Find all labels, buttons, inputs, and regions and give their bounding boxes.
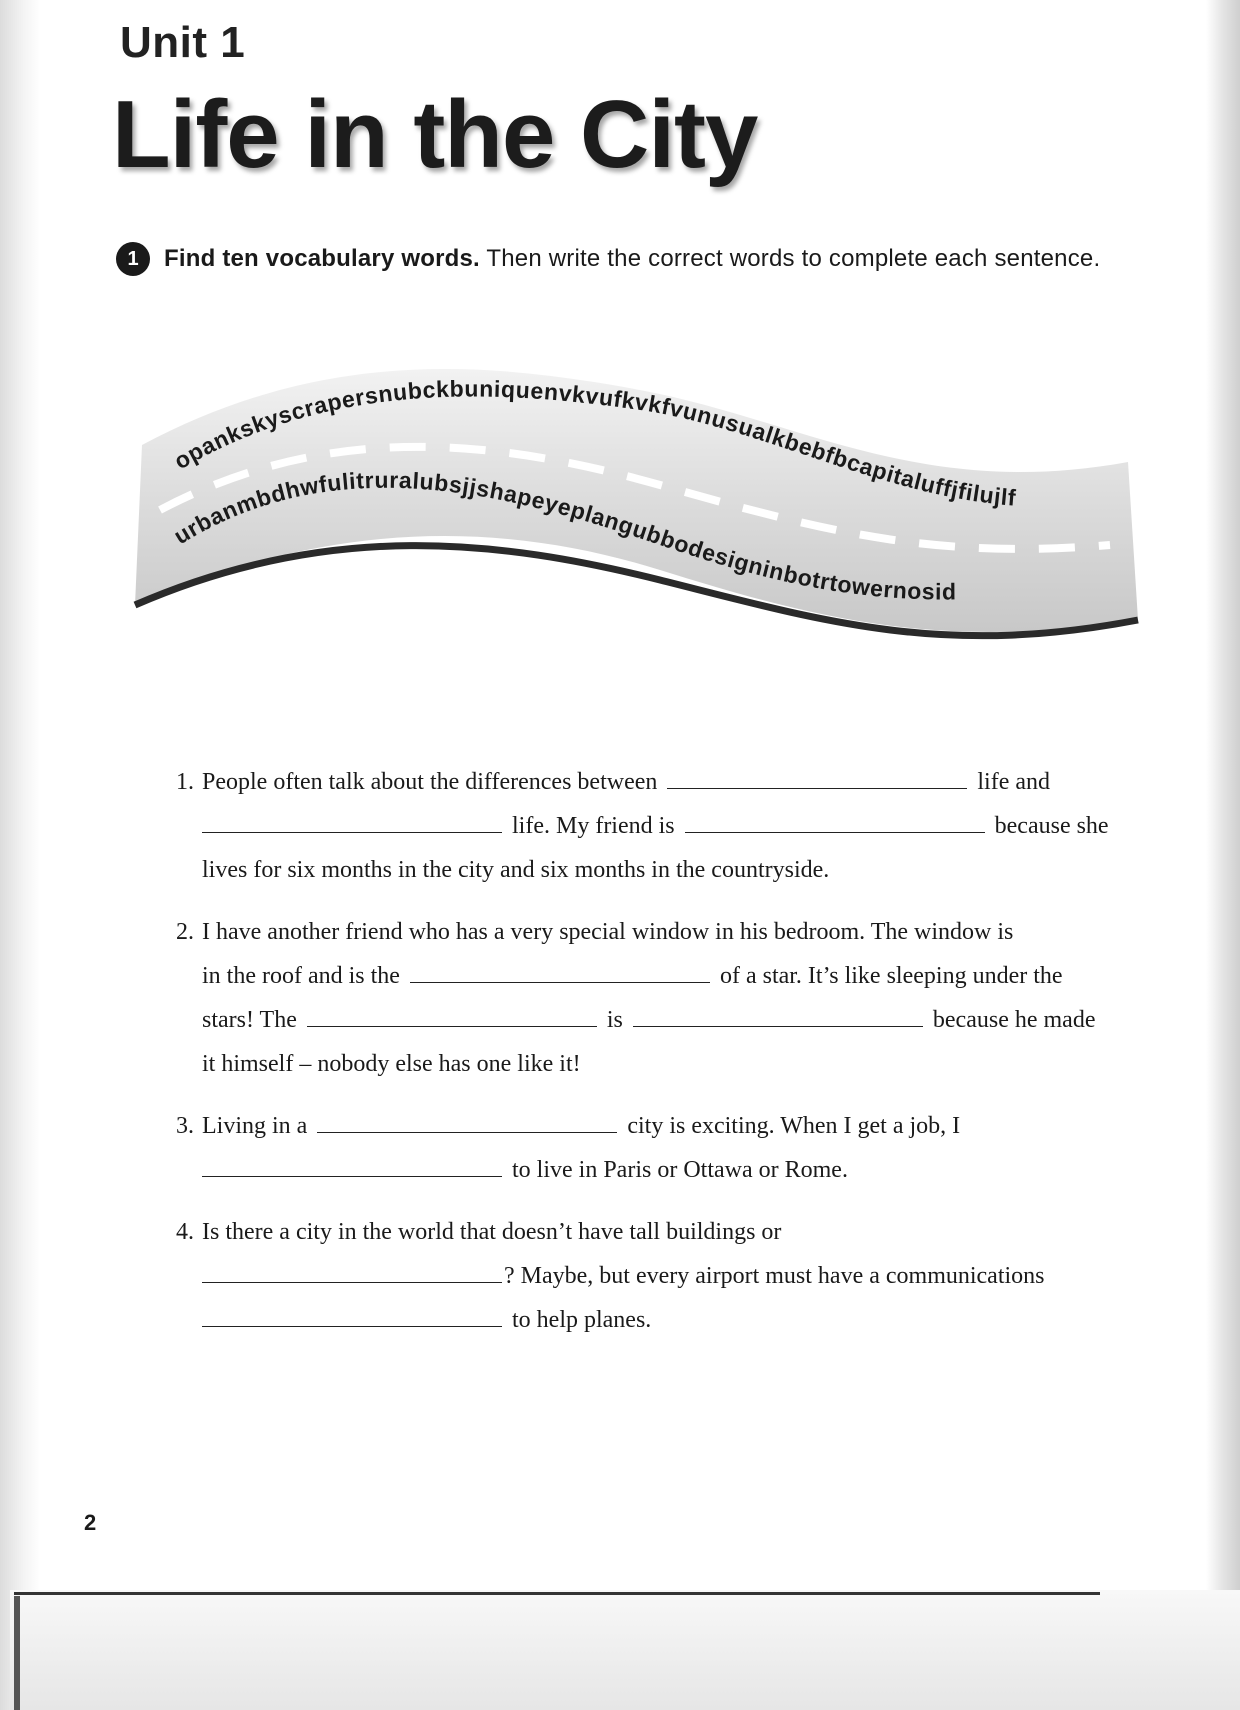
answer-blank[interactable] [633,998,923,1027]
sentence-text: life. My friend is [512,813,675,839]
road-graphic [0,0,1240,700]
sentence-text: I have another friend who has a very special window in his bedroom. The window is [202,919,1014,945]
sentence-text: it himself – nobody else has one like it! [202,1051,581,1077]
answer-blank[interactable] [202,1254,502,1283]
sentence-text: to help planes. [512,1307,652,1333]
exercise-item-1 [176,760,1176,892]
answer-blank[interactable] [202,804,502,833]
sentence-text: People often talk about the differences between [202,769,658,795]
instruction-bold: Find ten vocabulary words. [164,245,480,272]
sentence-text: of a star. It’s like sleeping under the [719,963,1063,989]
answer-blank[interactable] [307,998,597,1027]
sentence-text: Living in a [202,1113,308,1139]
sentence-text: stars! The [202,1007,297,1033]
exercise-item-4 [176,1210,1176,1342]
sentence-text: Is there a city in the world that doesn’t have tall buildings or [202,1219,782,1245]
sentence-text: city is exciting. When I get a job, I [627,1113,961,1139]
answer-blank[interactable] [202,1148,502,1177]
item-number: 4. [176,1219,194,1245]
answer-blank[interactable] [410,954,710,983]
answer-blank[interactable] [202,1298,502,1327]
exercise-item-2 [176,910,1176,1086]
sentence-text: to live in Paris or Ottawa or Rome. [512,1157,848,1183]
puzzle-line-2: urbanmbdhwfulitruralubsjjshapeyeplangubbodesigninbotrtowernosid [169,466,957,605]
exercise-list [176,760,1176,1360]
item-number: 2. [176,919,194,945]
sentence-text: life and [977,769,1051,795]
bottom-rule [14,1592,1100,1595]
answer-blank[interactable] [317,1104,617,1133]
sentence-text: because she [994,813,1109,839]
sentence-text: ? Maybe, but every airport must have a communications [504,1263,1045,1289]
instruction-rest: Then write the correct words to complete each sentence. [486,245,1101,272]
answer-blank[interactable] [685,804,985,833]
answer-blank[interactable] [667,760,967,789]
word-search-road [0,0,1240,700]
sentence-text: is [606,1007,623,1033]
item-number: 1. [176,769,194,795]
bottom-edge [14,1596,20,1710]
page-bottom-shadow [10,1590,1240,1710]
unit-label: Unit 1 [120,18,246,67]
sentence-text: because he made [932,1007,1096,1033]
puzzle-line-1: opankskyscrapersnubckbuniquenvkvufkvkfvunusualkbebfbcapitaluffjfilujlf [169,375,1018,511]
item-number: 3. [176,1113,194,1139]
page-number: 2 [84,1510,97,1535]
sentence-text: in the roof and is the [202,963,400,989]
sentence-text: lives for six months in the city and six months in the countryside. [202,857,830,883]
exercise-number-badge: 1 [116,242,150,276]
exercise-item-3 [176,1104,1176,1192]
page-title: Life in the City [112,81,758,188]
